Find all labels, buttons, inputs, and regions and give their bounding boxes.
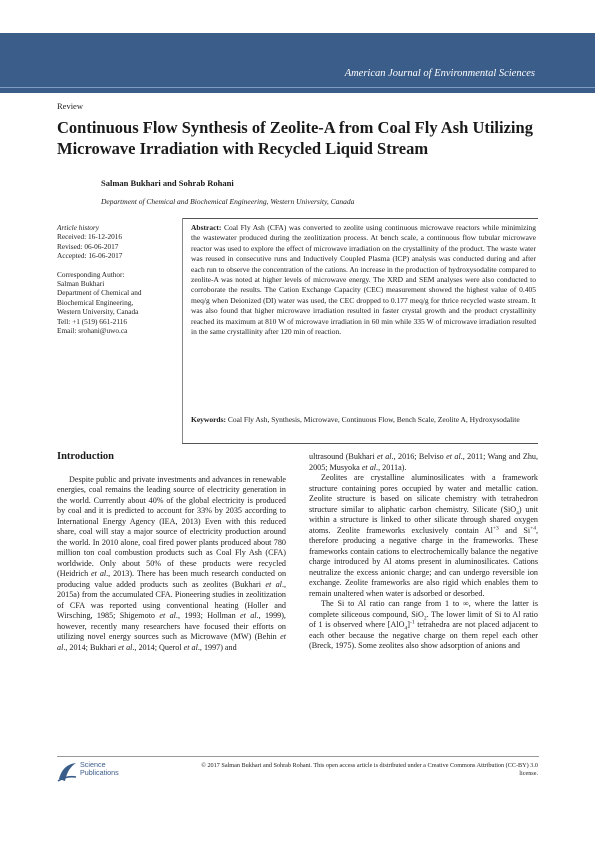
corresponding-dept-line2: Biochemical Engineering, (57, 297, 134, 307)
intro-paragraph-2: Zeolites are crystalline aluminosilicates with a framework structure containing pores occupied by water and metallic cation. Zeolite structure is based on silicate chemistry with tetrahedron structure similar to aliphatic carbon chemistry. Silicate (SiO$_4$) unit within a structure is linked to other silicate through shared oxygen atoms. Zeolite frameworks exclusively contain $Al^{+3}$ and $Si^{+4}$, therefore producing a negative charge in the frameworks. These frameworks contain cations to electrochemically balance the negative charge introduced by Al atoms present in aluminosilicates. Cations neutralize the excess anionic charge; and can undergo reversible ion exchange. Zeolite frameworks are also rigid which enables them to remain unaltered when water is adsorbed or desorbed. (309, 473, 538, 598)
publisher-logo-line1: Science (80, 760, 106, 769)
article-title: Continuous Flow Synthesis of Zeolite-A from Coal Fly Ash Utilizing Microwave Irradiation with Recycled Liquid Stream (57, 118, 533, 158)
journal-banner (0, 33, 595, 93)
article-history-heading: Article history (57, 223, 99, 232)
received-date: Received: 16-12-2016 (57, 232, 123, 242)
keywords-label: Keywords: (191, 415, 226, 424)
corresponding-author-heading: Corresponding Author: (57, 269, 125, 279)
abstract-left-rule (182, 218, 183, 444)
footer-rule (57, 756, 539, 757)
revised-date: Revised: 06-06-2017 (57, 241, 119, 251)
publisher-logo-icon (56, 760, 78, 784)
abstract-label: Abstract: (191, 223, 222, 232)
corresponding-university: Western University, Canada (57, 307, 139, 317)
body-left-column (57, 452, 286, 653)
accepted-date: Accepted: 16-06-2017 (57, 251, 123, 261)
article-type: Review (57, 101, 83, 111)
publisher-logo-text (80, 761, 119, 778)
publisher-logo (56, 760, 136, 784)
intro-paragraph-1-cont: ultrasound (Bukhari et al., 2016; Belviso et al., 2011; Wang and Zhu, 2005; Musyoka et al., 2011a). (309, 452, 538, 472)
keywords (191, 415, 536, 425)
abstract-bottom-rule (182, 443, 538, 444)
abstract (191, 223, 536, 337)
copyright-notice: © 2017 Salman Bukhari and Sohrab Rohani. This open access article is distributed under a Creative Commons Attribution (CC-BY) 3.0 license. (201, 762, 538, 778)
introduction-heading: Introduction (57, 451, 114, 462)
abstract-box (182, 218, 538, 444)
journal-name: American Journal of Environmental Sciences (344, 68, 535, 79)
intro-paragraph-3: The Si to Al ratio can range from 1 to ∞, where the latter is complete siliceous compound, SiO$_2$. The lower limit of Si to Al ratio of 1 is observed where $[AlO_4]^{-1}$ tetrahedra are not placed adjacent to each other because the negative charge on them repel each other (Breck, 1975). Some zeolites also show adsorption of anions and (309, 599, 538, 650)
corresponding-phone: Tell: +1 (519) 661-2116 (57, 316, 128, 326)
abstract-text: Coal Fly Ash (CFA) was converted to zeolite using continuous microwave reactors while minimizing the wastewater produced during the zeolitization process. At bench scale, a continuous flow tubular microwave reactor was used to explore the effect of microwave irradiation on the crystallinity of the product. The waste water was reused in consecutive runs and Inductively Coupled Plasma (ICP) analysis was conducted during and after each run to observe the concentration of the cations. An increase in the production of hydroxysodalite compared to zeolite-A was noted at higher levels of microwave energy. The XRD and SEM analyses were also conducted to corroborate the results. The Cation Exchange Capacity (CEC) measurement showed the highest value of 0.405 meq/g when Deionized (DI) water was used, the CEC dropped to 0.177 meq/g for thrice recycled waste stream. It was also found that higher microwave irradiation resulted in faster crystal growth and the product crystallinity reached its maximum at 810 W of microwave irradiation in 60 min while 335 W of microwave irradiation resulted in the same crystallinity after 120 min of reaction. (191, 223, 536, 337)
keywords-text: Coal Fly Ash, Synthesis, Microwave, Continuous Flow, Bench Scale, Zeolite A, Hydroxysodalite (227, 415, 520, 424)
authors: Salman Bukhari and Sohrab Rohani (101, 178, 234, 188)
affiliation: Department of Chemical and Biochemical Engineering, Western University, Canada (101, 197, 355, 206)
corresponding-email[interactable]: Email: srohani@uwo.ca (57, 326, 128, 336)
article-info-sidebar (57, 223, 177, 335)
abstract-top-rule (182, 218, 538, 219)
corresponding-author-name: Salman Bukhari (57, 279, 105, 289)
banner-divider (0, 87, 595, 88)
corresponding-dept-line1: Department of Chemical and (57, 288, 142, 298)
publisher-logo-line2: Publications (80, 768, 119, 778)
intro-paragraph-1: Despite public and private investments and advances in renewable energies, coal remains the leading source of electricity generation in the world. Currently about 40% of the global electricity is produced by coal and it is predicted to account for 33% by 2035 according to International Energy Agency (IEA, 2013) Even with this reduced share, coal will stay a major source of electricity production around the world. In 2010 alone, coal fired power plants produced about 780 million ton coal combustion products such as Coal Fly Ash (CFA) worldwide. Only about 50% of these products were recycled (Heidrich et al., 2013). There has been much research conducted on producing value added products such as zeolites (Bukhari et al., 2015a) from the accumulated CFA. Pioneering studies in zeolitization of CFA was reported using conventional heating (Holler and Wirsching, 1985; Shigemoto et al., 1993; Hollman et al., 1999), however, recently many researchers have focused their efforts on utilizing novel energy sources such as Microwave (MW) (Behin et al., 2014; Bukhari et al., 2014; Querol et al., 1997) and (57, 474, 287, 652)
body-right-column (309, 452, 538, 652)
